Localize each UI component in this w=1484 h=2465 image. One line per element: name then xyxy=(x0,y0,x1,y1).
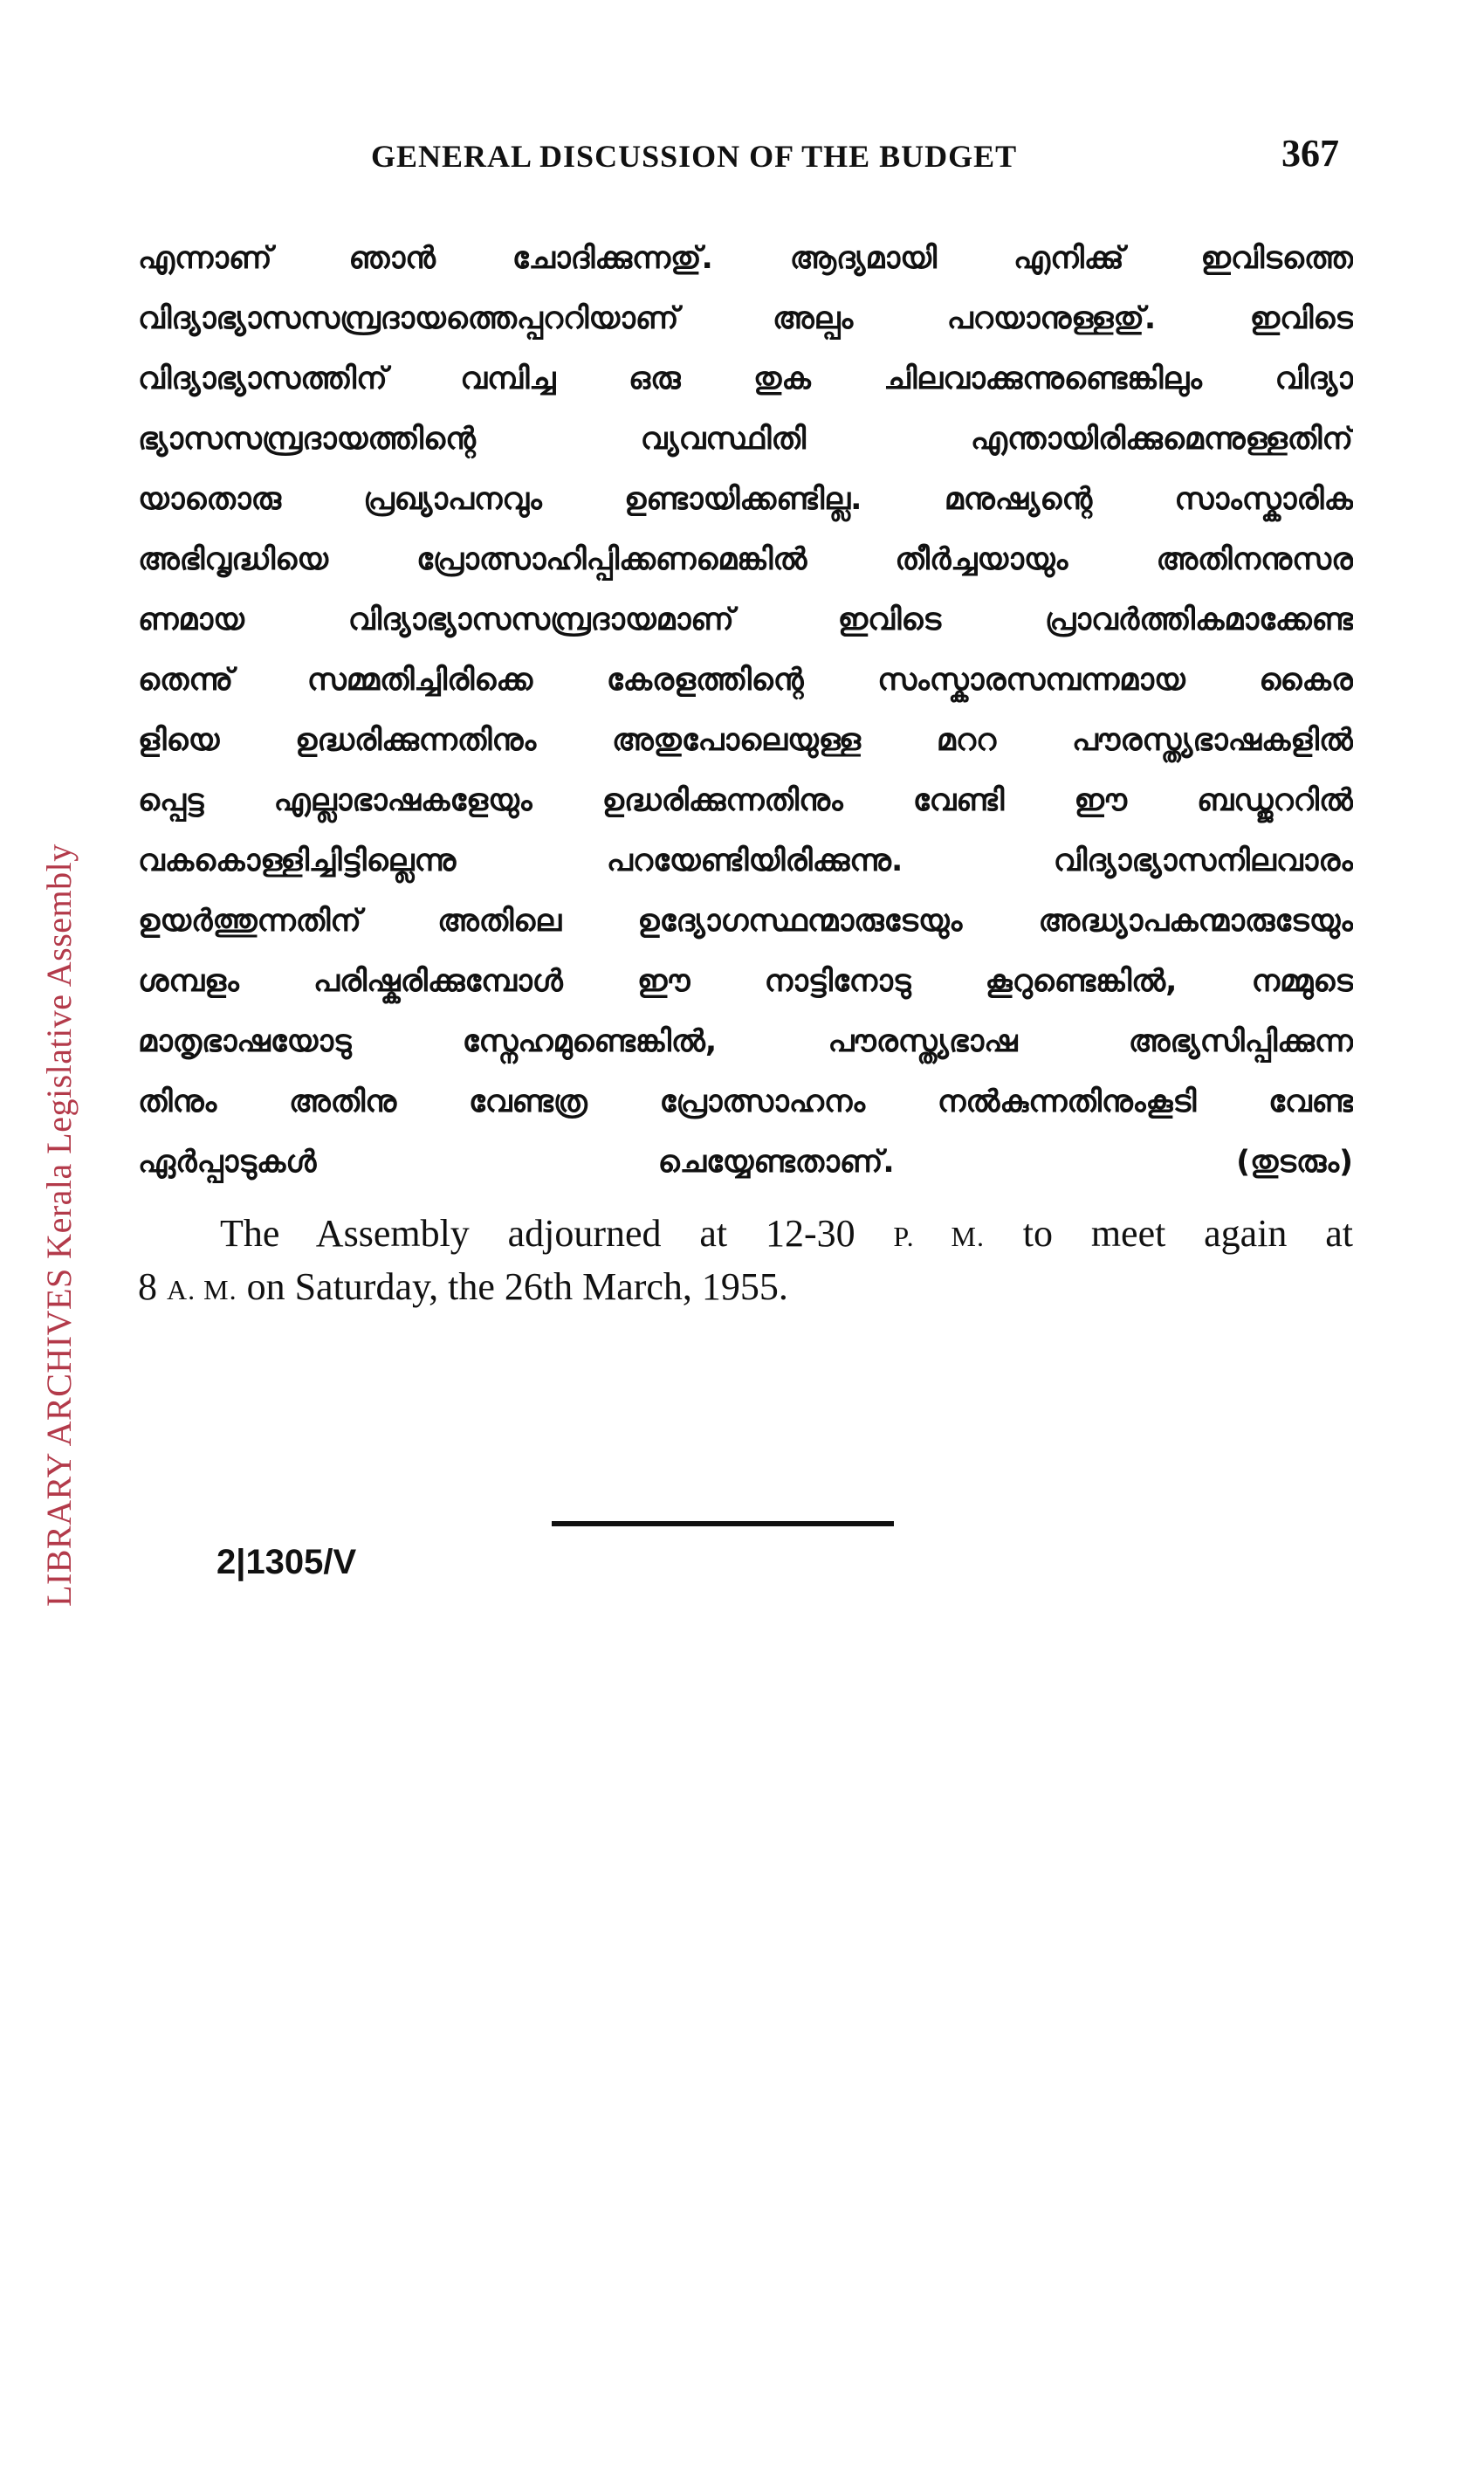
paragraph-line: ഉയർത്തുന്നതിന് അതിലെ ഉദ്യോഗസ്ഥന്മാരുടേയും അദ്ധ്യാപകന്മാരുടേയും xyxy=(138,904,1353,939)
print-code: 2|1305/V xyxy=(216,1543,357,1581)
paragraph-line: തിനും അതിനു വേണ്ടത്ര പ്രോത്സാഹനം നൽകുന്നതിനുംകൂടി വേണ്ട xyxy=(138,1084,1353,1119)
paragraph-line: തെന്നു് സമ്മതിച്ചിരിക്കെ കേരളത്തിന്റെ സംസ്കാരസമ്പന്നമായ കൈര xyxy=(138,663,1353,698)
paragraph-line: ഏർപ്പാടുകൾ ചെയ്യേണ്ടതാണ്. (തുടരും) xyxy=(138,1145,1353,1180)
time-meridiem: P. M. xyxy=(893,1221,985,1252)
paragraph-line: യാതൊരു പ്രഖ്യാപനവും ഉണ്ടായിക്കണ്ടില്ല. മനുഷ്യന്റെ സാംസ്കാരിക xyxy=(138,482,1353,517)
adjournment-text: 8 xyxy=(138,1265,167,1308)
paragraph-line: പ്പെട്ട എല്ലാഭാഷകളേയും ഉദ്ധരിക്കുന്നതിനും വേണ്ടി ഈ ബഡ്ജററിൽ xyxy=(138,783,1353,818)
paragraph-line: ഭ്യാസസമ്പ്രദായത്തിന്റെ വ്യവസ്ഥിതി എന്തായിരിക്കുമെന്നുള്ളതിന് xyxy=(138,422,1353,457)
paragraph-line: ണമായ വിദ്യാഭ്യാസസമ്പ്രദായമാണ് ഇവിടെ പ്രാവർത്തികമാക്കേണ്ട xyxy=(138,602,1353,637)
paragraph-line: ശമ്പളം പരിഷ്കരിക്കുമ്പോൾ ഈ നാട്ടിനോടു കൂറുണ്ടെങ്കിൽ, നമ്മുടെ xyxy=(138,964,1353,999)
paragraph-line: മാതൃഭാഷയോടു സ്നേഹമുണ്ടെങ്കിൽ, പൗരസ്ത്യഭാഷ അഭ്യസിപ്പിക്കുന്ന xyxy=(138,1024,1353,1059)
section-divider xyxy=(552,1521,894,1526)
paragraph-line: വിദ്യാഭ്യാസത്തിന് വമ്പിച്ച ഒരു തുക ചിലവാക്കുന്നുണ്ടെങ്കിലും വിദ്യാ xyxy=(138,361,1353,396)
archive-watermark xyxy=(38,0,91,2465)
running-header-title: GENERAL DISCUSSION OF THE BUDGET xyxy=(371,139,1018,174)
adjournment-text: on Saturday, the 26th March, 1955. xyxy=(237,1265,788,1308)
page-number: 367 xyxy=(1281,132,1339,175)
paragraph-line: അഭിവൃദ്ധിയെ പ്രോത്സാഹിപ്പിക്കണമെങ്കിൽ തീർച്ചയായും അതിനനുസര xyxy=(138,542,1353,577)
adjournment-text: to meet again at xyxy=(984,1212,1353,1255)
paragraph-line: എന്നാണ് ഞാൻ ചോദിക്കുന്നതു്. ആദ്യമായി എനിക്കു് ഇവിടത്തെ xyxy=(138,241,1353,276)
paragraph-line: വകകൊള്ളിച്ചിട്ടില്ലെന്നു പറയേണ്ടിയിരിക്കുന്നു. വിദ്യാഭ്യാസനിലവാരം xyxy=(138,843,1353,878)
paragraph-line: ളിയെ ഉദ്ധരിക്കുന്നതിനും അതുപോലെയുള്ള മററ പൗരസ്ത്യഭാഷകളിൽ xyxy=(138,723,1353,758)
watermark-text: LIBRARY ARCHIVES Kerala Legislative Assembly xyxy=(39,843,79,1607)
adjournment-note xyxy=(138,1208,1353,1315)
adjournment-text: The Assembly adjourned at 12-30 xyxy=(220,1212,894,1255)
paragraph-line: വിദ്യാഭ്യാസസമ്പ്രദായത്തെപ്പററിയാണ് അല്പം പറയാനുള്ളതു്. ഇവിടെ xyxy=(138,301,1353,336)
adjournment-line-2 xyxy=(138,1262,1353,1315)
malayalam-paragraph xyxy=(138,229,1353,1193)
adjournment-line-1 xyxy=(138,1208,1353,1262)
time-meridiem: A. M. xyxy=(167,1274,237,1305)
